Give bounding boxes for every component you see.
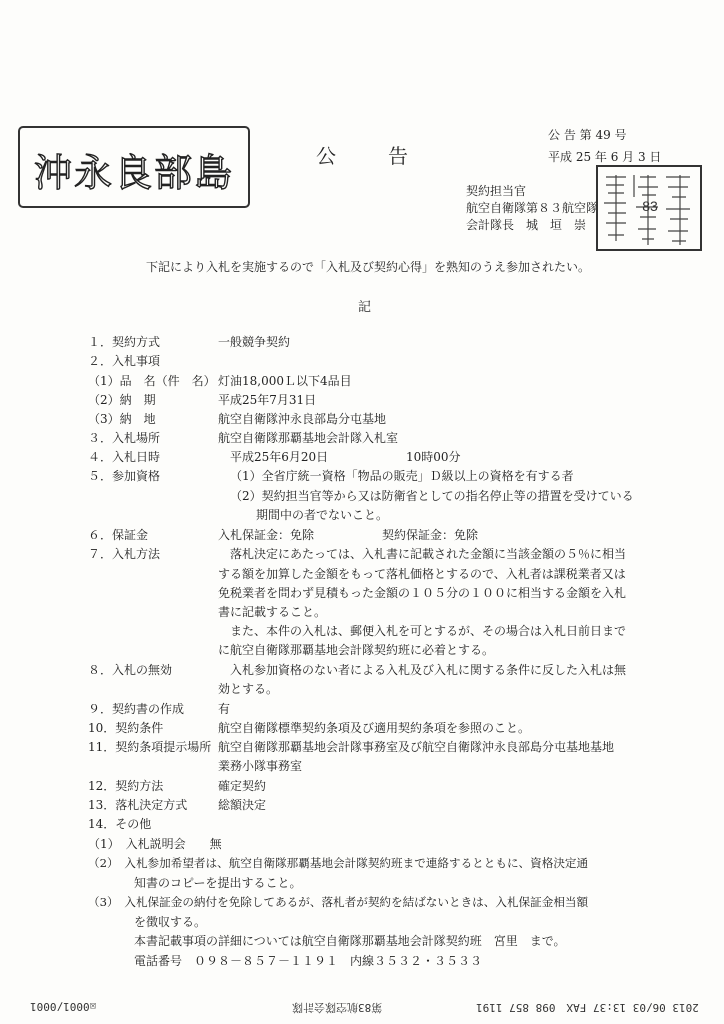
item-5-1: （1）全省庁統一資格「物品の販売」Ｄ級以上の資格を有する者 bbox=[230, 469, 574, 483]
town-stamp-text: 沖永良部島 bbox=[34, 151, 235, 195]
item-7-label: ７．入札方法 bbox=[88, 547, 161, 561]
item-3-label: ３．入札場所 bbox=[88, 431, 161, 445]
fax-footer-right: ☒0001/0001 bbox=[30, 1000, 97, 1013]
item-9-value: 有 bbox=[218, 702, 231, 716]
issuer-title: 契約担当官 bbox=[466, 184, 527, 198]
item-14-3a: （3） 入札保証金の納付を免除してあるが、落札者が契約を結ばないときは、入札保証金相当額 bbox=[88, 895, 589, 909]
item-2-label: ２．入札事項 bbox=[88, 354, 161, 368]
intro-text: 下記により入札を実施するので「入札及び契約心得」を熟知のうえ参加されたい。 bbox=[146, 260, 591, 274]
item-6-value1: 入札保証金：免除 bbox=[218, 528, 315, 542]
item-2c-value: 航空自衛隊沖永良部島分屯基地 bbox=[218, 412, 387, 426]
item-7-line4: 書に記載すること。 bbox=[218, 605, 327, 619]
item-2b-value: 平成25年7月31日 bbox=[218, 393, 317, 407]
item-13-value: 総額決定 bbox=[218, 798, 267, 812]
item-10-label: 10．契約条件 bbox=[88, 721, 164, 735]
item-12-label: 12．契約方法 bbox=[88, 779, 164, 793]
notice-number: 公 告 第 49 号 bbox=[548, 128, 627, 142]
item-4-date: 平成25年6月20日 bbox=[230, 450, 329, 464]
item-8-line2: 効とする。 bbox=[218, 682, 279, 696]
item-10-value: 航空自衛隊標準契約条項及び適用契約条項を参照のこと。 bbox=[218, 721, 531, 735]
item-14-2a: （2） 入札参加希望者は、航空自衛隊那覇基地会計隊契約班まで連絡するとともに、資格決定通 bbox=[88, 856, 589, 870]
item-8-line1: 入札参加資格のない者による入札及び入札に関する条件に反した入札は無 bbox=[230, 663, 627, 677]
contact-line: 本書記載事項の詳細については航空自衛隊那覇基地会計隊契約班 宮里 まで。 bbox=[134, 934, 566, 948]
item-12-value: 確定契約 bbox=[218, 779, 267, 793]
item-3-value: 航空自衛隊那覇基地会計隊入札室 bbox=[218, 431, 399, 445]
ki-heading: 記 bbox=[358, 300, 372, 315]
item-4-label: ４．入札日時 bbox=[88, 450, 161, 464]
item-2a-label: （1）品 名（件 名） bbox=[88, 374, 216, 388]
item-7-line2: する額を加算した金額をもって落札価格とするので、入札者は課税業者又は bbox=[218, 567, 626, 581]
item-7-line5: また、本件の入札は、郵便入札を可とするが、その場合は入札日前日まで bbox=[230, 624, 627, 638]
item-14-3b: を徴収する。 bbox=[134, 915, 207, 929]
notice-date: 平成 25 年 6 月 3 日 bbox=[548, 150, 662, 164]
item-2c-label: （3）納 地 bbox=[88, 412, 156, 426]
item-11-line2: 業務小隊事務室 bbox=[218, 759, 303, 773]
item-14-2b: 知書のコピーを提出すること。 bbox=[134, 876, 302, 890]
item-7-line6: に航空自衛隊那覇基地会計隊契約班に必着とする。 bbox=[218, 643, 495, 657]
item-7-line1: 落札決定にあたっては、入札書に記載された金額に当該金額の５％に相当 bbox=[230, 547, 627, 561]
fax-footer-left: 2013 06/03 13:37 FAX 098 857 1191 bbox=[476, 1001, 699, 1014]
item-5-2b: 期間中の者でないこと。 bbox=[256, 508, 389, 522]
item-5-label: ５．参加資格 bbox=[88, 469, 161, 483]
item-13-label: 13．落札決定方式 bbox=[88, 798, 188, 812]
item-6-label: ６．保証金 bbox=[88, 528, 149, 542]
notice-title: 公 告 bbox=[316, 144, 412, 168]
item-2a-value: 灯油18,000Ｌ以下4品目 bbox=[218, 374, 352, 388]
item-2b-label: （2）納 期 bbox=[88, 393, 156, 407]
issuer-unit: 航空自衛隊第８３航空隊 bbox=[466, 201, 599, 215]
item-9-label: ９．契約書の作成 bbox=[88, 702, 185, 716]
item-11-line1: 航空自衛隊那覇基地会計隊事務室及び航空自衛隊沖永良部島分屯基地基地 bbox=[218, 740, 615, 754]
item-1-value: 一般競争契約 bbox=[218, 335, 291, 349]
item-11-label: 11．契約条項提示場所 bbox=[88, 740, 212, 754]
phone-line: 電話番号 ０９８－８５７－１１９１ 内線３５３２・３５３３ bbox=[134, 954, 483, 968]
svg-text:83: 83 bbox=[642, 198, 658, 214]
item-6-value2: 契約保証金：免除 bbox=[382, 528, 479, 542]
item-14-label: 14．その他 bbox=[88, 817, 152, 831]
item-8-label: ８．入札の無効 bbox=[88, 663, 173, 677]
item-7-line3: 免税業者を問わず見積もった金額の１０５分の１００に相当する金額を入札 bbox=[218, 586, 627, 600]
fax-footer-center: 第83航空隊会計隊 bbox=[292, 1001, 383, 1014]
item-4-time: 10時00分 bbox=[406, 450, 461, 464]
official-seal-icon bbox=[594, 163, 704, 253]
issuer-name: 会計隊長 城 垣 崇 bbox=[466, 218, 587, 232]
item-1-label: １．契約方式 bbox=[88, 335, 161, 349]
item-5-2a: （2）契約担当官等から又は防衛省としての指名停止等の措置を受けている bbox=[230, 489, 634, 503]
item-14-1: （1） 入札説明会 無 bbox=[88, 837, 222, 851]
